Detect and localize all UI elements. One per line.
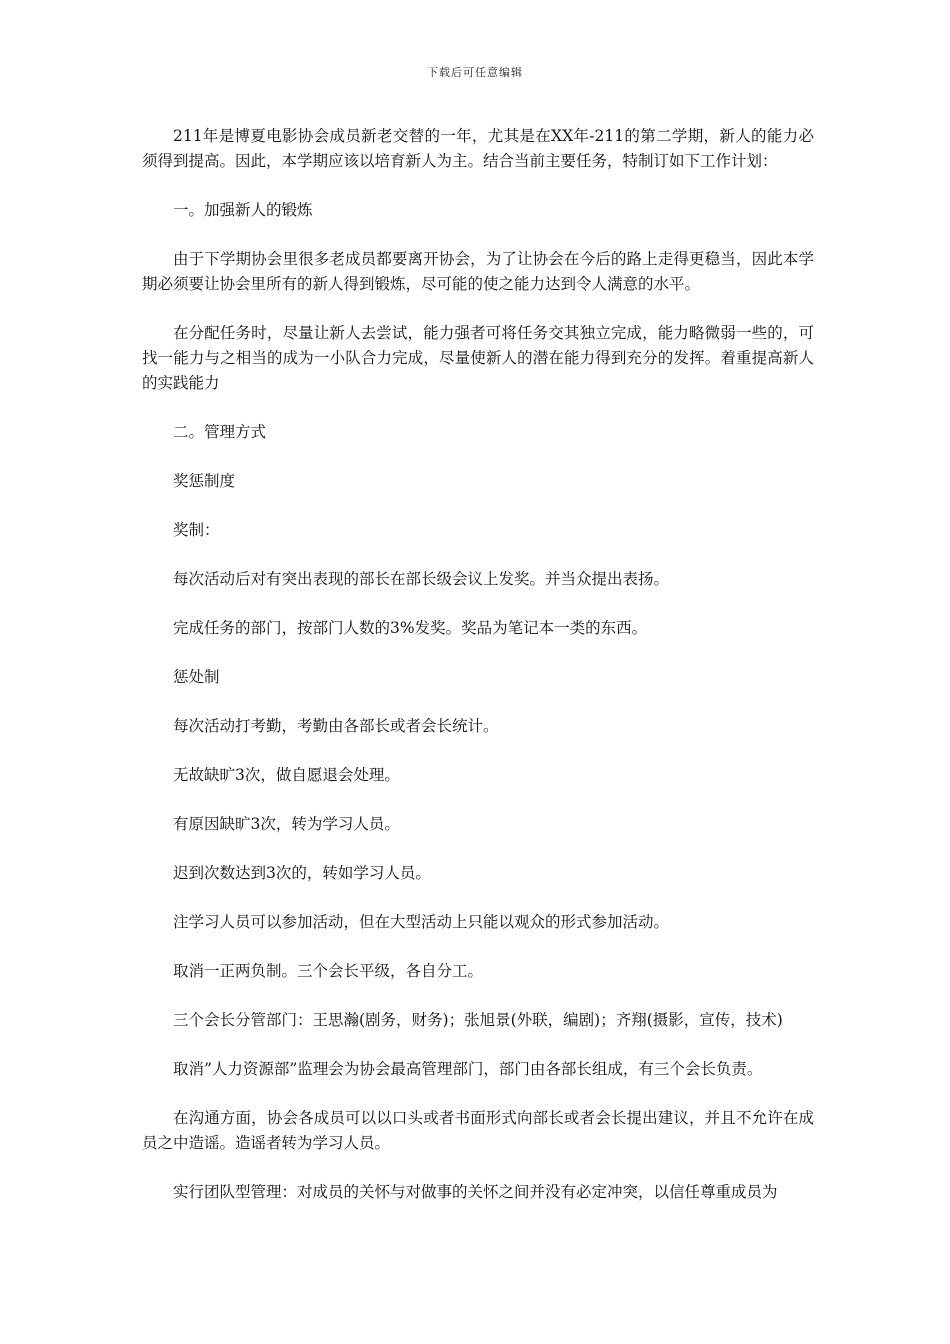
paragraph: 每次活动打考勤，考勤由各部长或者会长统计。 — [173, 717, 499, 735]
paragraph: 211年是博夏电影协会成员新老交替的一年，尤其是在XX年-211的第二学期，新人的能力必须得到提高。因此，本学期应该以培育新人为主。结合当前主要任务，特制订如下工作计划： — [142, 127, 814, 170]
paragraph: 取消”人力资源部”监理会为协会最高管理部门，部门由各部长组成，有三个会长负责。 — [173, 1060, 763, 1078]
section-heading: 一。加强新人的锻炼 — [173, 201, 313, 219]
paragraph: 完成任务的部门，按部门人数的3%发奖。奖品为笔记本一类的东西。 — [173, 619, 648, 637]
paragraph: 在沟通方面，协会各成员可以以口头或者书面形式向部长或者会长提出建议，并且不允许在成员之中造谣。造谣者转为学习人员。 — [142, 1109, 814, 1152]
subheading: 惩处制 — [173, 668, 220, 686]
paragraph: 由于下学期协会里很多老成员都要离开协会，为了让协会在今后的路上走得更稳当，因此本学期必须要让协会里所有的新人得到锻炼，尽可能的使之能力达到令人满意的水平。 — [142, 250, 814, 293]
paragraph: 迟到次数达到3次的，转如学习人员。 — [173, 864, 431, 882]
paragraph: 有原因缺旷3次，转为学习人员。 — [173, 815, 400, 833]
document-body — [142, 124, 814, 1229]
subheading: 奖惩制度 — [173, 472, 236, 490]
section-heading: 二。管理方式 — [173, 423, 267, 441]
paragraph: 注学习人员可以参加活动，但在大型活动上只能以观众的形式参加活动。 — [173, 913, 670, 931]
paragraph: 无故缺旷3次，做自愿退会处理。 — [173, 766, 400, 784]
paragraph: 三个会长分管部门：王思瀚(剧务，财务)；张旭景(外联，编剧)；齐翔(摄影，宣传，技术) — [173, 1011, 783, 1029]
paragraph: 在分配任务时，尽量让新人去尝试，能力强者可将任务交其独立完成，能力略微弱一些的，可找一能力与之相当的成为一小队合力完成，尽量使新人的潜在能力得到充分的发挥。着重提高新人的实践能力 — [142, 324, 814, 392]
paragraph: 取消一正两负制。三个会长平级，各自分工。 — [173, 962, 484, 980]
subheading: 奖制： — [173, 521, 220, 539]
paragraph: 实行团队型管理：对成员的关怀与对做事的关怀之间并没有必定冲突，以信任尊重成员为 — [173, 1183, 778, 1201]
paragraph: 每次活动后对有突出表现的部长在部长级会议上发奖。并当众提出表扬。 — [173, 570, 670, 588]
page-header: 下载后可任意编辑 — [427, 66, 523, 79]
